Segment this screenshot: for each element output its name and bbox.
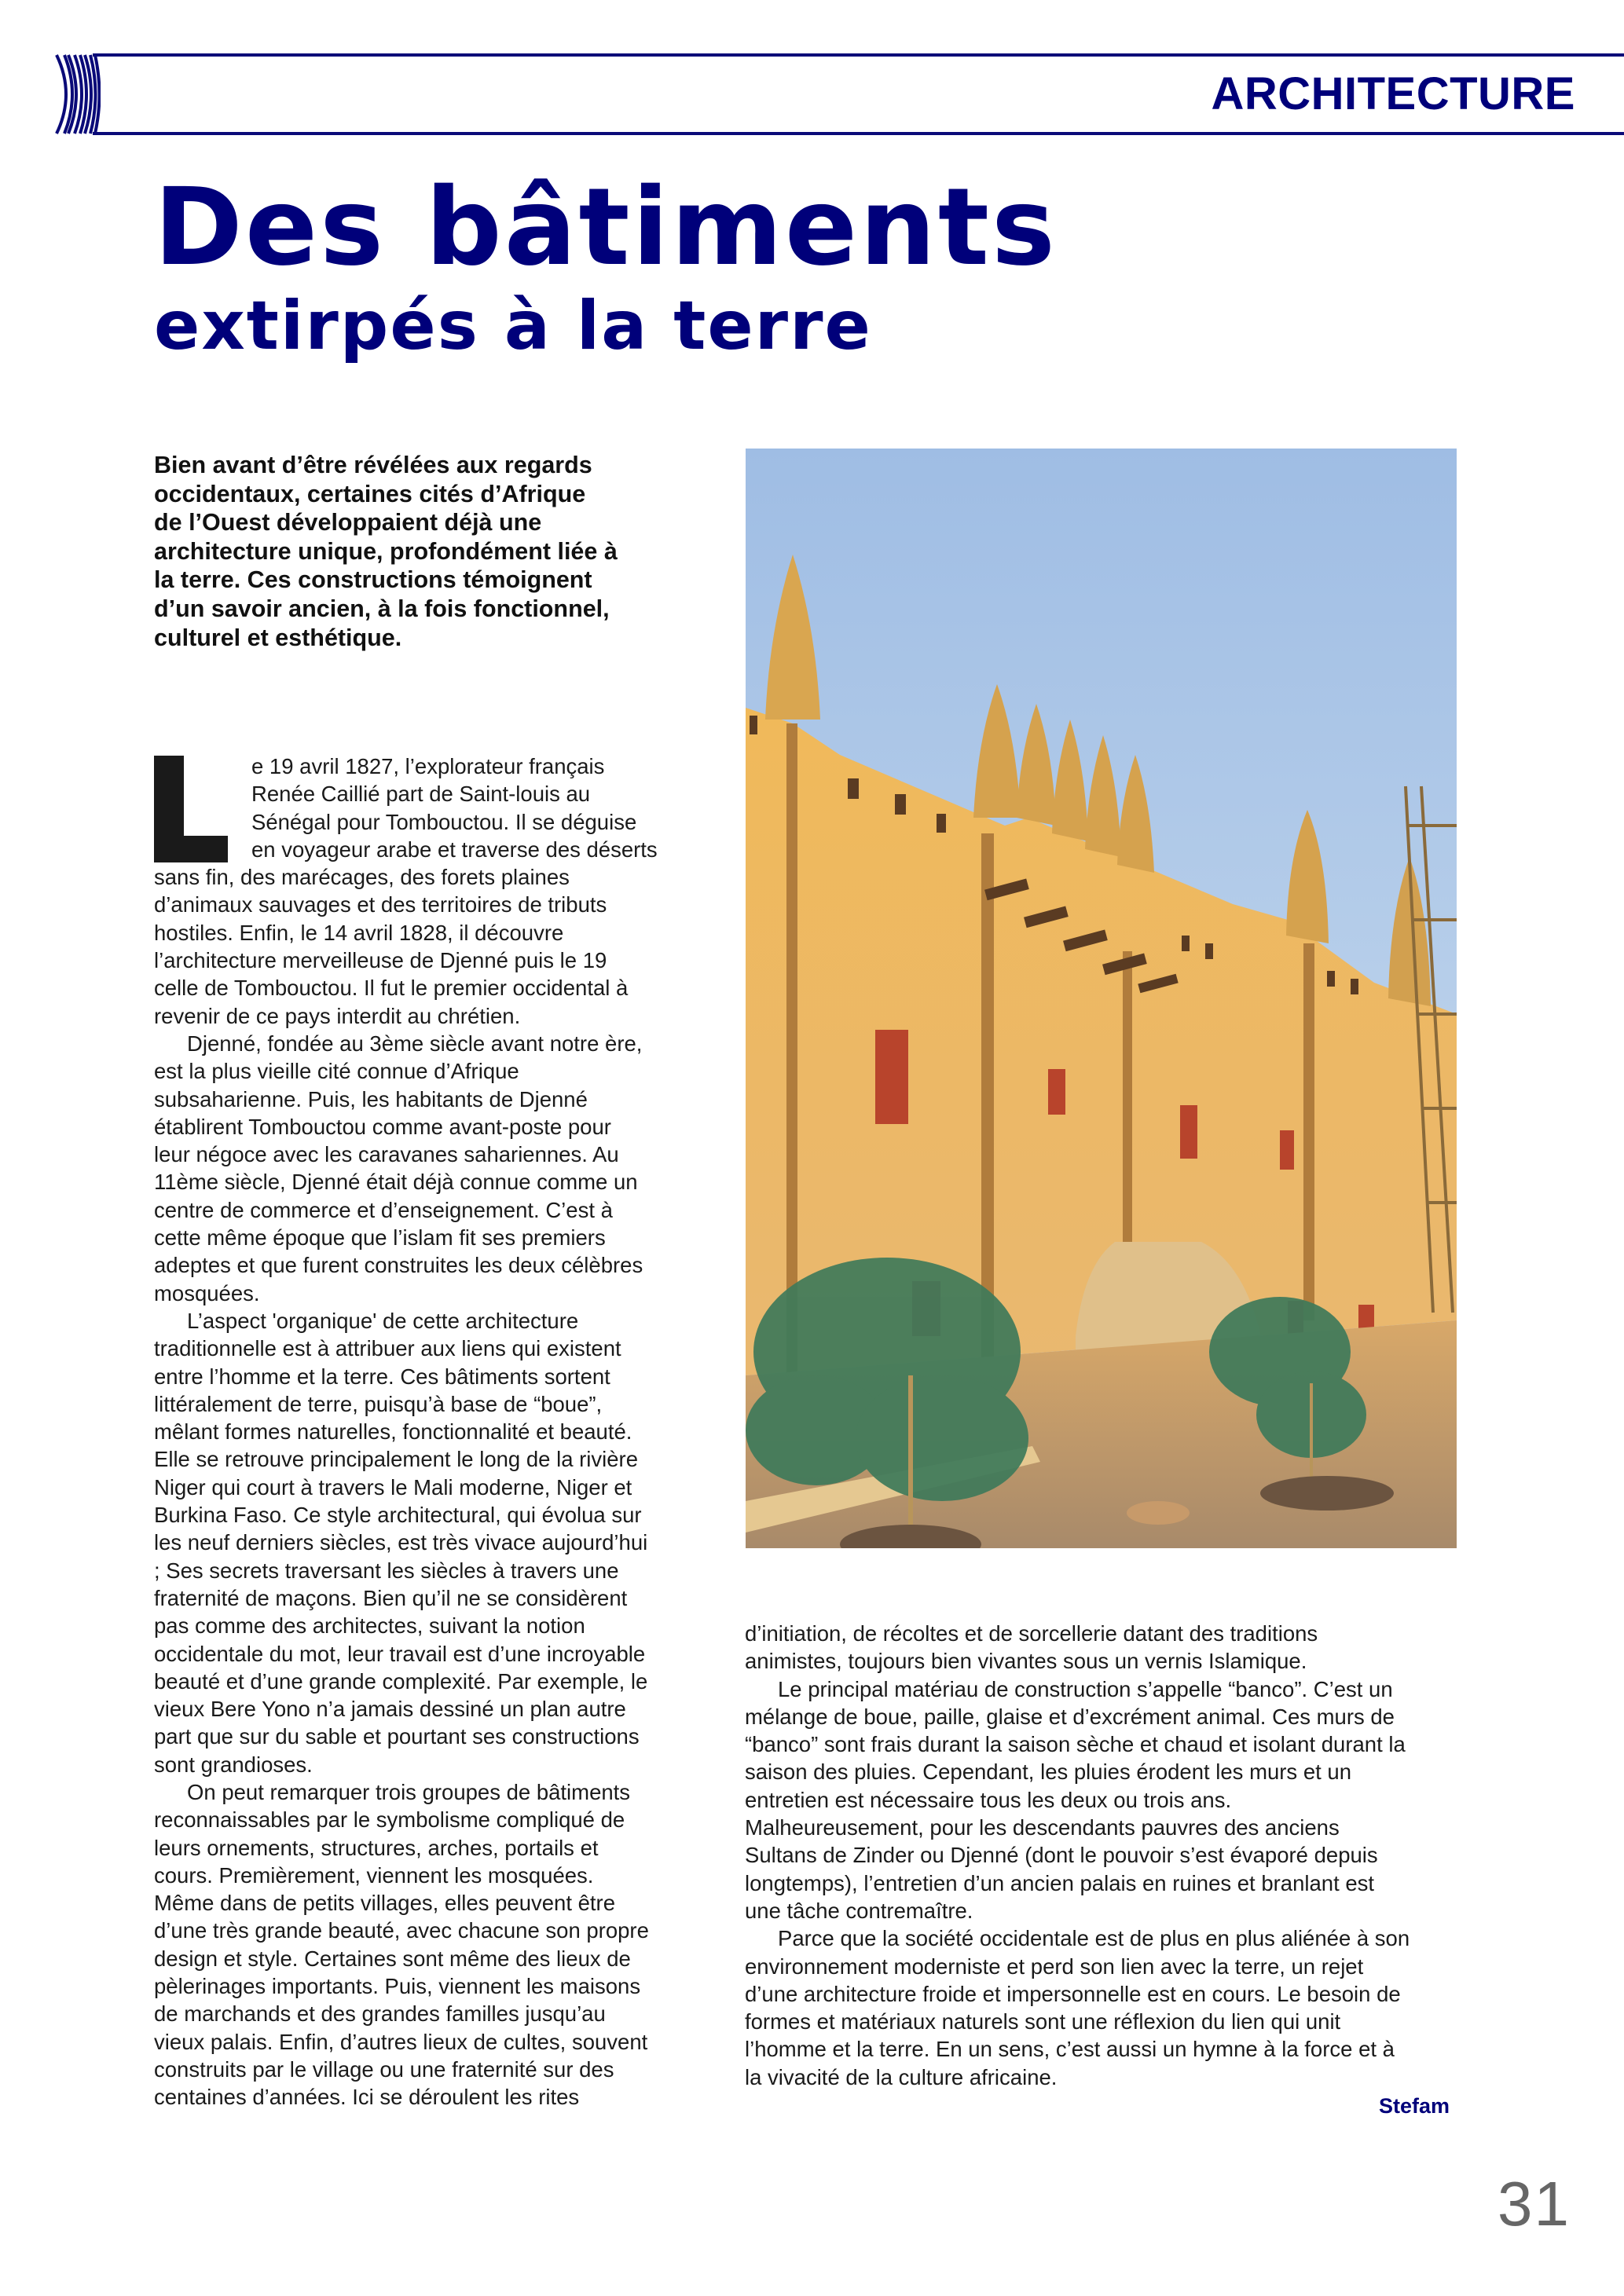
body-line: formes et matériaux naturels sont une réflexion du lien qui unit <box>745 2009 1341 2034</box>
body-line: centre de commerce et d’enseignement. C’est à <box>154 1197 613 1222</box>
intro-line: culturel et esthétique. <box>154 624 402 651</box>
intro-line: Bien avant d’être révélées aux regards <box>154 452 592 478</box>
body-line: celle de Tombouctou. Il fut le premier occidental à <box>154 976 629 1001</box>
header-arcs-ornament-icon <box>53 53 101 135</box>
body-line: animistes, toujours bien vivantes sous un vernis Islamique. <box>745 1649 1307 1674</box>
body-line: leurs ornements, structures, arches, portails et <box>154 1835 599 1860</box>
body-line: pas comme des architectes, suivant la notion <box>154 1613 585 1639</box>
body-line: Parce que la société occidentale est de plus en plus aliénée à son <box>778 1926 1410 1951</box>
intro-line: d’un savoir ancien, à la fois fonctionnel, <box>154 595 610 622</box>
body-line: une tâche contremaître. <box>745 1898 973 1923</box>
body-line: Burkina Faso. Ce style architectural, qui évolua sur <box>154 1503 642 1528</box>
body-line: Elle se retrouve principalement le long de la rivière <box>154 1447 639 1472</box>
mud-building-illustration <box>746 449 1457 1548</box>
body-line: ; Ses secrets traversant les siècles à travers une <box>154 1558 619 1583</box>
body-line: Malheureusement, pour les descendants pauvres des anciens <box>745 1815 1340 1840</box>
article-intro <box>154 451 696 652</box>
body-line: mosquées. <box>154 1280 260 1305</box>
intro-line: occidentaux, certaines cités d’Afrique <box>154 480 586 507</box>
body-line: environnement moderniste et perd son lien avec la terre, un rejet <box>745 1954 1364 1979</box>
body-line: vieux Bere Yono n’a jamais dessiné un plan autre <box>154 1697 626 1722</box>
body-line: L’aspect 'organique' de cette architecture <box>187 1308 579 1333</box>
body-line: sont grandioses. <box>154 1752 313 1777</box>
article-photo-mud-building <box>746 449 1457 1548</box>
header-rule-top <box>93 53 1624 57</box>
body-line: l’architecture merveilleuse de Djenné puis le 19 <box>154 948 607 973</box>
body-line: hostiles. Enfin, le 14 avril 1828, il découvre <box>154 920 564 945</box>
intro-line: architecture unique, profondément liée à <box>154 537 618 565</box>
body-line: la vivacité de la culture africaine. <box>745 2064 1058 2089</box>
body-line: centaines d’années. Ici se déroulent les rites <box>154 2085 580 2110</box>
body-line: sans fin, des marécages, des forets plaines <box>154 865 570 890</box>
body-line: d’animaux sauvages et des territoires de tributs <box>154 892 607 917</box>
body-column-left <box>154 753 696 2111</box>
body-line: d’initiation, de récoltes et de sorcellerie datant des traditions <box>745 1621 1318 1646</box>
header-rule-bottom <box>93 132 1624 135</box>
intro-line: la terre. Ces constructions témoignent <box>154 566 592 594</box>
body-line: On peut remarquer trois groupes de bâtiments <box>187 1779 631 1804</box>
body-line: reconnaissables par le symbolisme compliqué de <box>154 1807 625 1833</box>
article-subtitle: extirpés à la terre <box>154 287 872 365</box>
body-line: leur négoce avec les caravanes sahariennes. Au <box>154 1142 619 1167</box>
body-column-right <box>745 1620 1468 2091</box>
body-line: Renée Caillié part de Saint-louis au <box>251 782 591 807</box>
body-line: Sultans de Zinder ou Djenné (dont le pouvoir s’est évaporé depuis <box>745 1843 1378 1868</box>
body-line: construits par le village ou une fraternité sur des <box>154 2056 614 2082</box>
intro-line: de l’Ouest développaient déjà une <box>154 509 542 536</box>
body-line: saison des pluies. Cependant, les pluies érodent les murs et un <box>745 1760 1351 1785</box>
body-line: les neuf derniers siècles, est très vivace aujourd’hui <box>154 1530 648 1555</box>
body-line: Sénégal pour Tombouctou. Il se déguise <box>251 809 637 834</box>
body-line: cours. Premièrement, viennent les mosquées. <box>154 1862 594 1888</box>
author-signature: Stefam <box>1379 2094 1450 2118</box>
body-line: design et style. Certaines sont même des lieux de <box>154 1946 631 1971</box>
body-line: part que sur du sable et pourtant ses constructions <box>154 1724 640 1749</box>
body-line: d’une architecture froide et impersonnelle est en cours. Le besoin de <box>745 1981 1401 2006</box>
body-line: Niger qui court à travers le Mali moderne, Niger et <box>154 1474 632 1500</box>
body-line: occidentale du mot, leur travail est d’une incroyable <box>154 1641 646 1666</box>
body-line: traditionnelle est à attribuer aux liens qui existent <box>154 1336 621 1361</box>
section-label: ARCHITECTURE <box>1211 68 1575 119</box>
body-line: pèlerinages importants. Puis, viennent les maisons <box>154 1974 641 1999</box>
body-line: Même dans de petits villages, elles peuvent être <box>154 1891 615 1916</box>
body-line: fraternité de maçons. Bien qu’il ne se considèrent <box>154 1585 628 1610</box>
body-line: beauté et d’une grande complexité. Par exemple, le <box>154 1668 648 1694</box>
body-line: est la plus vieille cité connue d’Afrique <box>154 1059 519 1084</box>
body-line: Le principal matériau de construction s’appelle “banco”. C’est un <box>778 1676 1393 1701</box>
body-line: e 19 avril 1827, l’explorateur français <box>251 754 605 778</box>
body-line: 11ème siècle, Djenné était déjà connue comme un <box>154 1170 638 1195</box>
body-line: mélange de boue, paille, glaise et d’excrément animal. Ces murs de <box>745 1704 1395 1729</box>
body-line: de marchands et des grandes familles jusqu’au <box>154 2001 606 2027</box>
body-line: établirent Tombouctou comme avant-poste pour <box>154 1114 611 1139</box>
body-line: revenir de ce pays interdit au chrétien. <box>154 1003 521 1028</box>
body-line: longtemps), l’entretien d’un ancien palais en ruines et branlant est <box>745 1870 1375 1895</box>
page-number: 31 <box>1498 2169 1571 2239</box>
body-line: cette même époque que l’islam fit ses premiers <box>154 1225 606 1251</box>
body-line: entre l’homme et la terre. Ces bâtiments sortent <box>154 1364 610 1389</box>
body-line: mêlant formes naturelles, fonctionnalité et beauté. <box>154 1419 632 1445</box>
body-line: entretien est nécessaire tous les deux ou trois ans. <box>745 1787 1232 1812</box>
article-title: Des bâtiments <box>154 166 1058 290</box>
body-line: “banco” sont frais durant la saison sèche et chaud et isolant durant la <box>745 1732 1406 1757</box>
body-line: adeptes et que furent construites les deux célèbres <box>154 1253 643 1278</box>
body-line: d’une très grande beauté, avec chacune son propre <box>154 1918 649 1943</box>
body-line: Djenné, fondée au 3ème siècle avant notre ère, <box>187 1031 643 1056</box>
body-line: littéralement de terre, puisqu’à base de “boue”, <box>154 1391 603 1416</box>
body-line: subsaharienne. Puis, les habitants de Djenné <box>154 1086 588 1111</box>
body-line: en voyageur arabe et traverse des déserts <box>251 837 658 862</box>
body-line: vieux palais. Enfin, d’autres lieux de cultes, souvent <box>154 2029 648 2054</box>
body-line: l’homme et la terre. En un sens, c’est aussi un hymne à la force et à <box>745 2037 1395 2062</box>
